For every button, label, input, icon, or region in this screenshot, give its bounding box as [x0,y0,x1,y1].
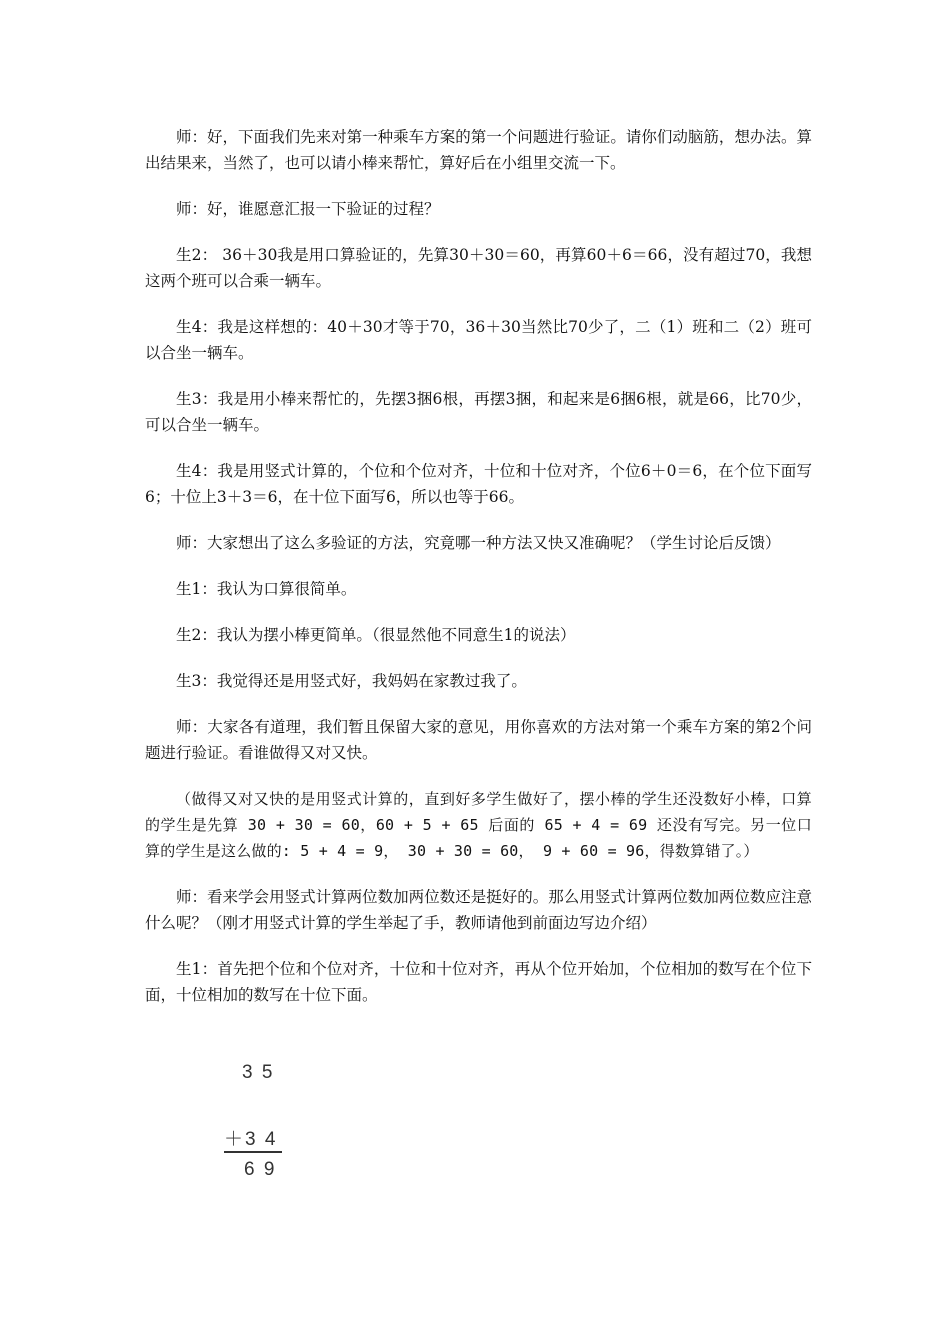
calc-first-addend: 3 5 [242,1062,275,1083]
paragraph-teacher-ask: 师：好，谁愿意汇报一下验证的过程？ [176,200,440,218]
paragraph-teacher-intro: 师：好，下面我们先来对第一种乘车方案的第一个问题进行验证。请你们动脑筋，想办法。算出结果来，当然了，也可以请小棒来帮忙，算好后在小组里交流一下。 [145,128,812,172]
paragraph-observation-note: （做得又对又快的是用竖式计算的，直到好多学生做好了，摆小棒的学生还没数好小棒，口算的学生是先算 30 + 30 = 60，60 + 5 + 65 后面的 65 + 4 = 69 还没有写完。另一位口算的学生是这么做的: 5 + 4 = 9， 30 + 30 = 60， 9 + 60 = 96，得数算错了。） [145,790,812,860]
paragraph-student1-method: 生1：首先把个位和个位对齐，十位和十位对齐，再从个位开始加，个位相加的数写在个位下面，十位相加的数写在十位下面。 [145,960,812,1004]
calc-second-addend: ＋3 4 [224,1129,278,1150]
paragraph-student1-opinion: 生1：我认为口算很简单。 [176,580,357,598]
paragraph-student4-mental: 生4：我是这样想的：40＋30才等于70，36＋30当然比70少了，二（1）班和二（2）班可以合坐一辆车。 [145,318,812,362]
vertical-calculation [222,1060,302,1190]
paragraph-student2: 生2： 36＋30我是用口算验证的，先算30＋30＝60，再算60＋6＝66，没有超过70，我想这两个班可以合乘一辆车。 [145,246,812,290]
document-body [145,124,812,1028]
paragraph-student2-opinion: 生2：我认为摆小棒更简单。（很显然他不同意生1的说法） [176,626,576,644]
paragraph-teacher-question: 师：大家想出了这么多验证的方法，究竟哪一种方法又快又准确呢？（学生讨论后反馈） [176,534,781,552]
paragraph-student3-sticks: 生3：我是用小棒来帮忙的，先摆3捆6根，再摆3捆，和起来是6捆6根，就是66，比70少，可以合坐一辆车。 [145,390,812,434]
calc-result: 6 9 [244,1159,277,1180]
calc-divider-line [224,1151,282,1153]
paragraph-teacher-summary: 师：大家各有道理，我们暂且保留大家的意见，用你喜欢的方法对第一个乘车方案的第2个问题进行验证。看谁做得又对又快。 [145,718,812,762]
paragraph-student4-vertical: 生4：我是用竖式计算的，个位和个位对齐，十位和十位对齐，个位6＋0＝6，在个位下面写6；十位上3＋3＝6，在十位下面写6，所以也等于66。 [145,462,812,506]
paragraph-student3-opinion: 生3：我觉得还是用竖式好，我妈妈在家教过我了。 [176,672,527,690]
paragraph-teacher-conclusion: 师：看来学会用竖式计算两位数加两位数还是挺好的。那么用竖式计算两位数加两位数应注意什么呢？（刚才用竖式计算的学生举起了手，教师请他到前面边写边介绍） [145,888,812,932]
